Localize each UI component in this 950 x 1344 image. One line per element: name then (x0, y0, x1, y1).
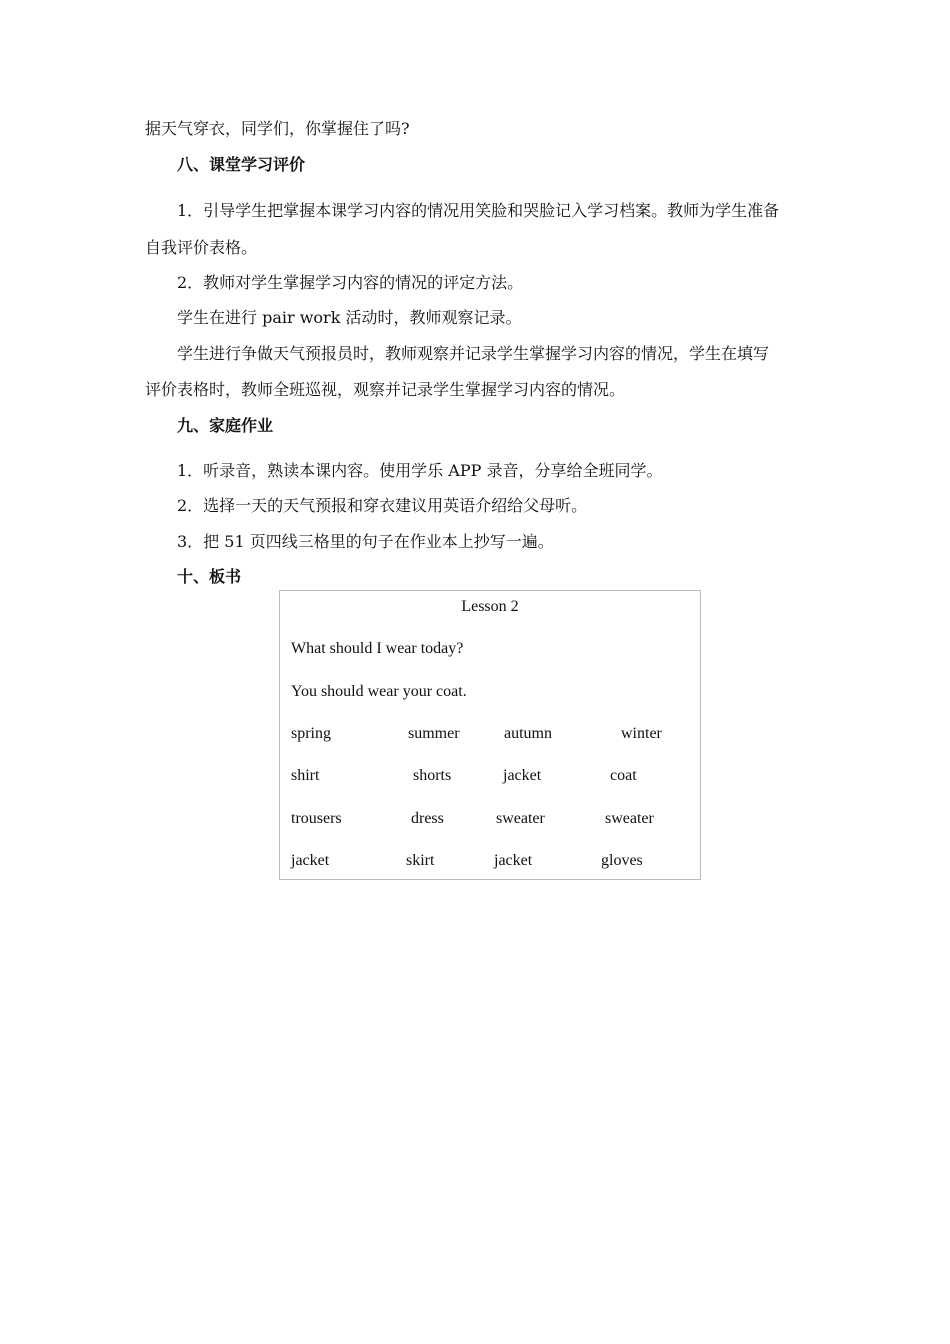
paragraph-9-2: 2．选择一天的天气预报和穿衣建议用英语介绍给父母听。 (177, 496, 588, 515)
board-word: sweater (496, 810, 545, 827)
section-heading-9: 九、家庭作业 (177, 416, 274, 435)
blackboard-box (279, 590, 701, 880)
paragraph-8-3: 学生在进行 pair work 活动时，教师观察记录。 (177, 308, 522, 327)
section-heading-10: 十、板书 (177, 567, 242, 586)
board-word: summer (408, 725, 460, 742)
paragraph-8-4-line2: 评价表格时，教师全班巡视，观察并记录学生掌握学习内容的情况。 (145, 380, 626, 399)
board-word: gloves (601, 852, 643, 869)
board-word: sweater (605, 810, 654, 827)
paragraph-8-4-line1: 学生进行争做天气预报员时，教师观察并记录学生掌握学习内容的情况，学生在填写 (177, 344, 770, 363)
board-word: shorts (413, 767, 452, 784)
board-word: winter (621, 725, 662, 742)
board-word: autumn (504, 725, 552, 742)
paragraph-8-1-line2: 自我评价表格。 (145, 238, 258, 257)
board-title: Lesson 2 (461, 598, 519, 615)
board-word: jacket (291, 852, 330, 869)
paragraph-9-3: 3．把 51 页四线三格里的句子在作业本上抄写一遍。 (177, 532, 554, 551)
board-word: trousers (291, 810, 342, 827)
paragraph-8-1-line1: 1．引导学生把掌握本课学习内容的情况用笑脸和哭脸记入学习档案。教师为学生准备 (177, 201, 780, 220)
board-word: spring (291, 725, 331, 742)
section-heading-8: 八、课堂学习评价 (177, 155, 306, 174)
board-word: coat (610, 767, 637, 784)
board-question: What should I wear today? (291, 640, 464, 657)
board-answer: You should wear your coat. (291, 683, 467, 700)
board-word: skirt (406, 852, 435, 869)
paragraph-9-1: 1．听录音，熟读本课内容。使用学乐 APP 录音，分享给全班同学。 (177, 461, 663, 480)
board-word: shirt (291, 767, 320, 784)
board-word: jacket (503, 767, 542, 784)
paragraph-continuation: 据天气穿衣，同学们，你掌握住了吗? (145, 119, 410, 138)
paragraph-8-2: 2．教师对学生掌握学习内容的情况的评定方法。 (177, 273, 524, 292)
board-word: dress (411, 810, 444, 827)
board-word: jacket (494, 852, 533, 869)
